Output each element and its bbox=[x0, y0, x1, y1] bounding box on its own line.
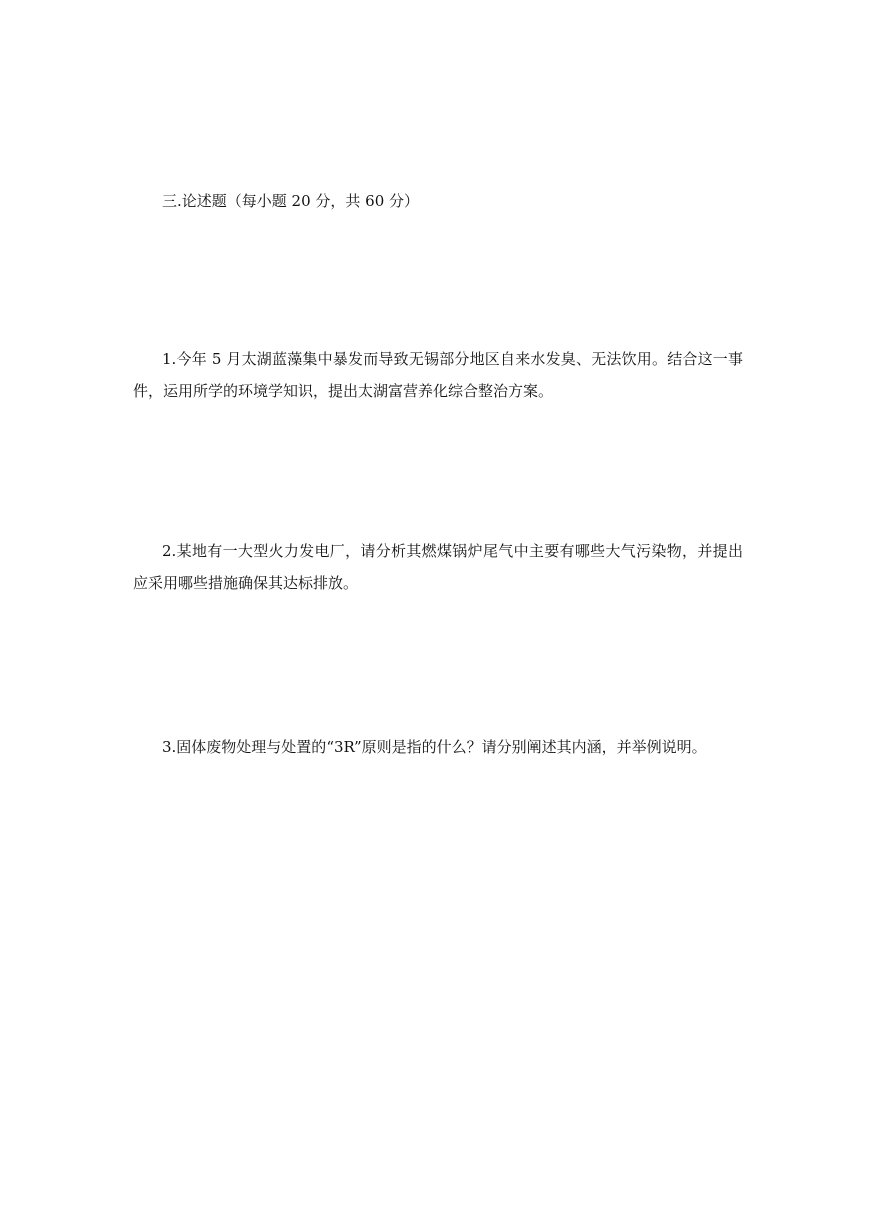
question-1: 1.今年 5 月太湖蓝藻集中暴发而导致无锡部分地区自来水发臭、无法饮用。结合这一事件，运用所学的环境学知识，提出太湖富营养化综合整治方案。 bbox=[133, 350, 743, 400]
question-3: 3.固体废物处理与处置的“3R”原则是指的什么？请分别阐述其内涵，并举例说明。 bbox=[162, 738, 707, 756]
section-title: 三.论述题（每小题 20 分，共 60 分） bbox=[162, 192, 420, 210]
question-2: 2.某地有一大型火力发电厂，请分析其燃煤锅炉尾气中主要有哪些大气污染物，并提出应采用哪些措施确保其达标排放。 bbox=[133, 542, 743, 592]
